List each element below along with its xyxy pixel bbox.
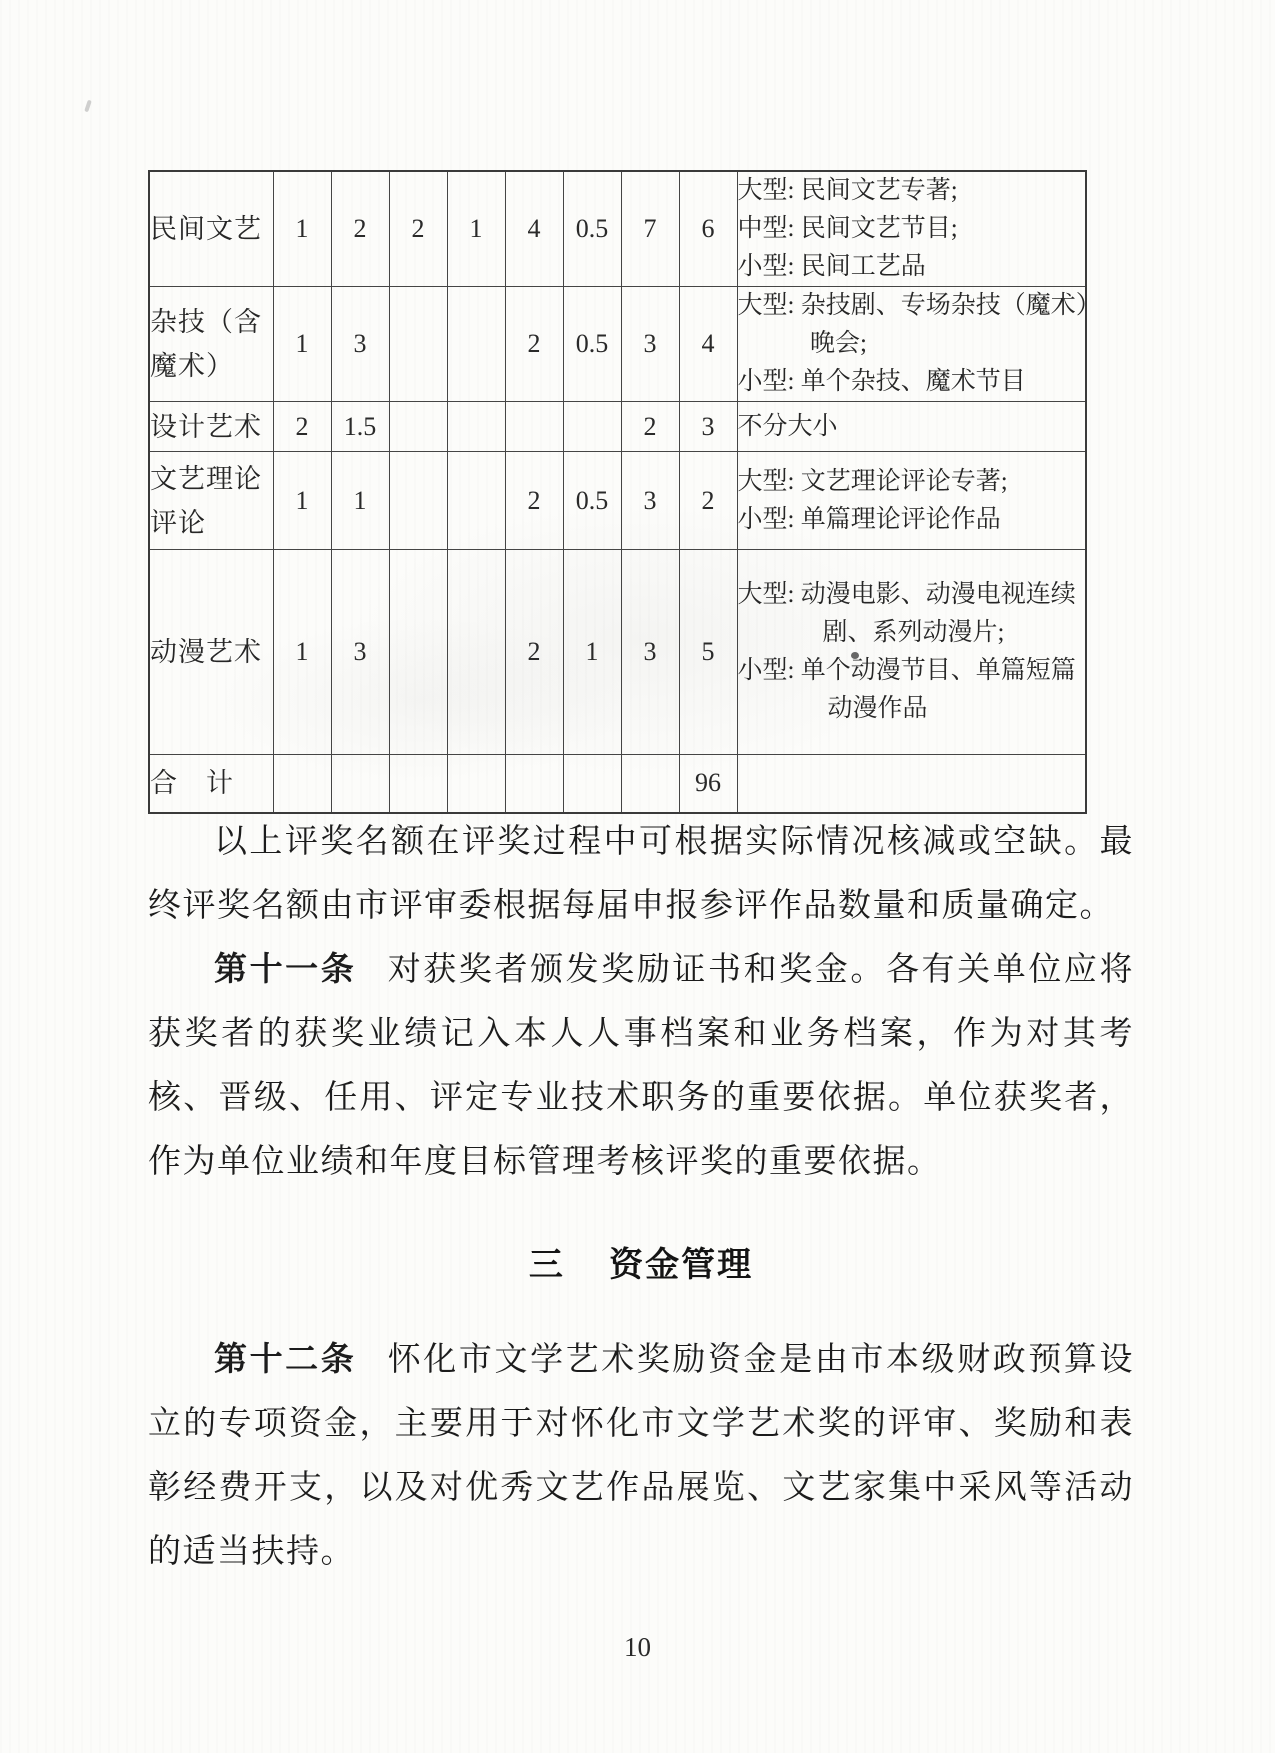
value-cell (389, 755, 447, 813)
table-row-total (149, 755, 1086, 813)
note-line: 大型: 杂技剧、专场杂技（魔术） (737, 292, 1101, 319)
section-heading (148, 1234, 1134, 1298)
category-cell: 杂技（含魔术） (149, 287, 273, 402)
value-cell: 3 (331, 550, 389, 755)
value-cell: 2 (621, 402, 679, 452)
value-cell: 7 (621, 171, 679, 287)
value-cell (447, 755, 505, 813)
notes-cell (737, 755, 1086, 813)
notes-cell (737, 287, 1101, 402)
value-cell (505, 402, 563, 452)
note-line: 晚会; (810, 330, 867, 357)
value-cell: 4 (505, 171, 563, 287)
section-number: 三 (528, 1247, 565, 1284)
value-cell: 2 (505, 452, 563, 550)
notes-cell (737, 171, 1086, 287)
value-cell: 0.5 (563, 287, 621, 402)
notes-cell (737, 550, 1086, 755)
total-value-cell: 96 (679, 755, 737, 813)
note-line: 剧、系列动漫片; (822, 619, 1005, 646)
note-line: 小型: 民间工艺品 (737, 253, 926, 280)
table-row (149, 550, 1086, 755)
value-cell: 2 (273, 402, 331, 452)
value-cell: 2 (505, 287, 563, 402)
paragraph-article-12 (148, 1328, 1134, 1584)
value-cell (389, 402, 447, 452)
value-cell: 1 (273, 287, 331, 402)
value-cell (273, 755, 331, 813)
value-cell (447, 287, 505, 402)
category-cell: 动漫艺术 (149, 550, 273, 755)
value-cell: 1 (273, 550, 331, 755)
value-cell: 0.5 (563, 171, 621, 287)
article-12-label: 第十二条 (214, 1342, 357, 1378)
value-cell: 1 (447, 171, 505, 287)
note-line: 大型: 文艺理论评论专著; (737, 467, 1008, 495)
note-line: 中型: 民间文艺节目; (737, 215, 958, 242)
value-cell (563, 402, 621, 452)
value-cell: 2 (389, 171, 447, 287)
value-cell: 2 (505, 550, 563, 755)
value-cell: 1 (273, 171, 331, 287)
table-row (149, 287, 1086, 402)
value-cell (505, 755, 563, 813)
page-number: 10 (624, 1632, 651, 1662)
note-line: 小型: 单个杂技、魔术节目 (737, 368, 1026, 395)
note-line: 不分大小 (737, 412, 838, 440)
value-cell: 3 (621, 452, 679, 550)
article-11-text: 对获奖者颁发奖励证书和奖金。各有关单位应将获奖者的获奖业绩记入本人人事档案和业务档案，作为对其考核、晋级、任用、评定专业技术职务的重要依据。单位获奖者，作为单位业绩和年度目标管理考核评奖的重要依据。 (148, 952, 1134, 1180)
value-cell: 1.5 (331, 402, 389, 452)
value-cell: 2 (679, 452, 737, 550)
category-cell: 设计艺术 (149, 402, 273, 452)
table-row (149, 171, 1086, 287)
value-cell (621, 755, 679, 813)
table-row (149, 402, 1086, 452)
value-cell: 5 (679, 550, 737, 755)
category-cell: 文艺理论评论 (149, 452, 273, 550)
value-cell (389, 287, 447, 402)
table-row (149, 452, 1086, 550)
value-cell (389, 452, 447, 550)
value-cell (331, 755, 389, 813)
note-line: 小型: 单个动漫节目、单篇短篇 (737, 657, 1076, 684)
category-cell: 民间文艺 (149, 171, 273, 287)
value-cell: 1 (331, 452, 389, 550)
total-label-cell: 合 计 (149, 755, 273, 813)
value-cell (563, 755, 621, 813)
award-quota-table (148, 170, 1101, 814)
article-11-label: 第十一条 (214, 952, 357, 988)
value-cell (447, 402, 505, 452)
note-line: 小型: 单篇理论评论作品 (737, 505, 1001, 533)
value-cell: 3 (331, 287, 389, 402)
note-line: 动漫作品 (827, 695, 928, 722)
value-cell: 1 (563, 550, 621, 755)
notes-cell (737, 402, 1086, 452)
value-cell (447, 452, 505, 550)
section-title: 资金管理 (609, 1247, 754, 1284)
value-cell: 1 (273, 452, 331, 550)
value-cell (447, 550, 505, 755)
notes-cell (737, 452, 1086, 550)
note-line: 大型: 动漫电影、动漫电视连续 (737, 581, 1076, 608)
value-cell: 6 (679, 171, 737, 287)
value-cell: 3 (621, 287, 679, 402)
value-cell: 4 (679, 287, 737, 402)
note-line: 大型: 民间文艺专著; (737, 177, 958, 204)
value-cell: 2 (331, 171, 389, 287)
value-cell: 0.5 (563, 452, 621, 550)
paragraph-article-11 (148, 938, 1134, 1194)
value-cell: 3 (621, 550, 679, 755)
scan-artifact (84, 100, 92, 113)
value-cell (389, 550, 447, 755)
article-12-text: 怀化市文学艺术奖励资金是由市本级财政预算设立的专项资金，主要用于对怀化市文学艺术奖的评审、奖励和表彰经费开支，以及对优秀文艺作品展览、文艺家集中采风等活动的适当扶持。 (148, 1342, 1134, 1570)
document-body (148, 810, 1134, 1584)
paragraph-quota-note: 以上评奖名额在评奖过程中可根据实际情况核减或空缺。最终评奖名额由市评审委根据每届申报参评作品数量和质量确定。 (148, 824, 1134, 924)
value-cell: 3 (679, 402, 737, 452)
